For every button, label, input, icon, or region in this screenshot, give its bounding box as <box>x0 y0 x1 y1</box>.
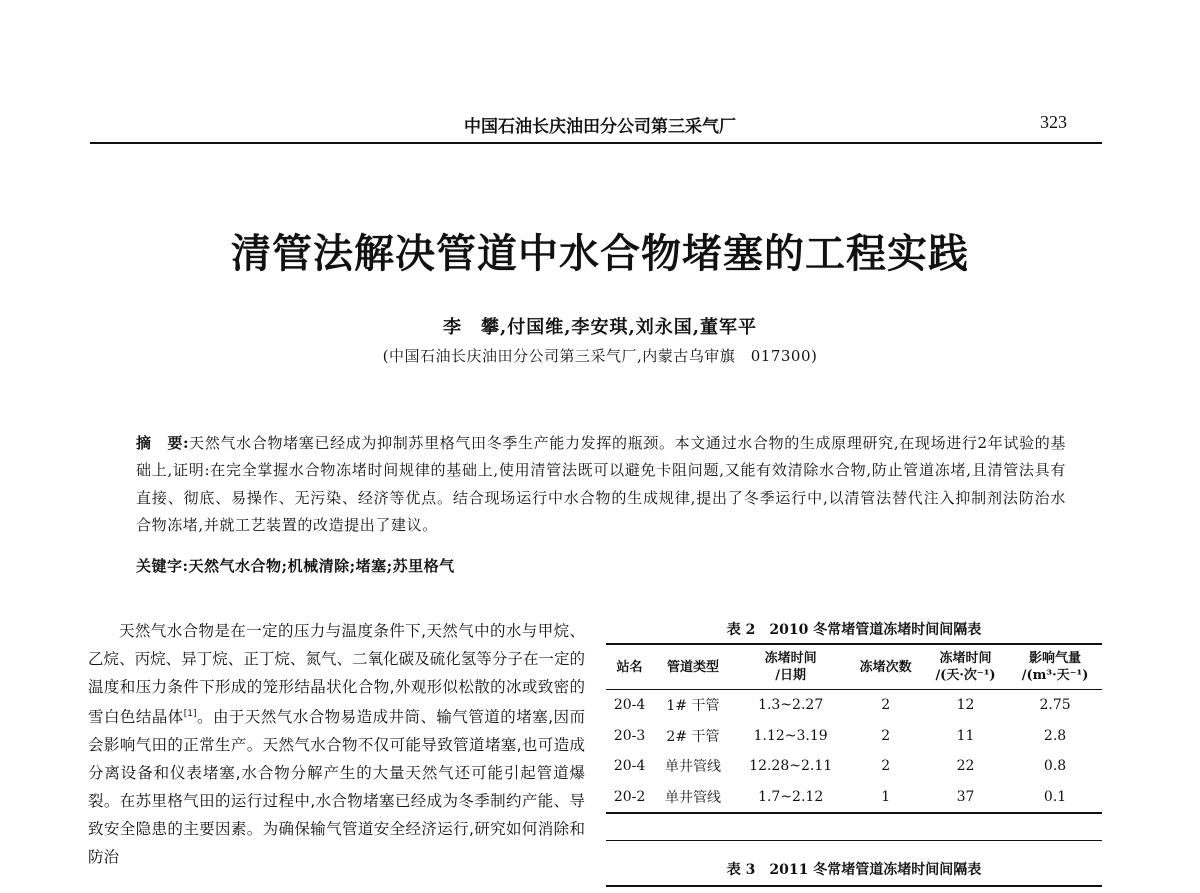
table-cell: 1 <box>848 782 922 814</box>
table2-header-cell: 冻堵时间 /(天·次⁻¹) <box>923 644 1008 690</box>
keywords-label: 关键字: <box>136 557 189 575</box>
table2-header-cell: 冻堵次数 <box>848 644 922 690</box>
table2-header-row <box>606 644 1102 690</box>
article-title: 清管法解决管道中水合物堵塞的工程实践 <box>231 230 969 277</box>
body-text <box>88 618 585 871</box>
table3-caption: 表 3 2011 冬常堵管道冻堵时间间隔表 <box>726 862 982 878</box>
table-cell: 20-2 <box>606 782 653 814</box>
table-row <box>606 690 1102 721</box>
table3-top-rule <box>606 840 1102 841</box>
table-row <box>606 721 1102 752</box>
table-cell: 2.8 <box>1043 727 1067 744</box>
table-cell: 20-4 <box>613 697 646 714</box>
body-text-part2: 。由于天然气水合物易造成井筒、输气管道的堵塞,因而会影响气田的正常生产。天然气水合物不仅可能导致管道堵塞,也可造成分离设备和仪表堵塞,水合物分解产生的大量天然气还可能引起管道爆裂。在苏里格气田的运行过程中,水合物堵塞已经成为冬季制约产能、导致安全隐患的主要因素。为确保输气管道安全经济运行,研究如何消除和防治 <box>88 708 585 866</box>
table-cell: 12.28~2.11 <box>749 758 833 775</box>
abstract <box>136 430 1066 539</box>
abstract-label: 摘 要: <box>136 434 190 452</box>
table2-header-cell: 影响气量 /(m³·天⁻¹) <box>1008 644 1102 690</box>
table2-header-cell: 管道类型 <box>653 644 733 690</box>
table-cell: 11 <box>956 727 975 744</box>
table3-rule <box>606 885 1102 887</box>
table-cell: 12 <box>956 697 975 714</box>
abstract-text: 天然气水合物堵塞已经成为抑制苏里格气田冬季生产能力发挥的瓶颈。本文通过水合物的生成原理研究,在现场进行2年试验的基础上,证明:在完全掌握水合物冻堵时间规律的基础上,使用清管法既可以避免卡阻问题,又能有效清除水合物,防止管道冻堵,且清管法具有直接、彻底、易操作、无污染、经济等优点。结合现场运行中水合物的生成规律,提出了冬季运行中,以清管法替代注入抑制剂法防治水合物冻堵,并就工艺装置的改造提出了建议。 <box>136 434 1066 534</box>
table-cell: 0.8 <box>1043 758 1067 775</box>
table-cell: 22 <box>956 758 975 775</box>
running-header: 中国石油长庆油田分公司第三采气厂 <box>464 117 736 137</box>
table-cell: 2 <box>881 758 891 775</box>
body-paragraph <box>88 618 585 871</box>
keywords <box>136 555 1066 576</box>
table-cell: 20-3 <box>613 727 646 744</box>
table-cell: 37 <box>923 782 1008 814</box>
table-cell: 2# 干管 <box>666 728 720 745</box>
table-cell: 2 <box>881 727 891 744</box>
table-cell: 1.12~3.19 <box>753 727 828 744</box>
table-row <box>606 751 1102 782</box>
table2 <box>606 643 1102 814</box>
body-text-part1: 天然气水合物是在一定的压力与温度条件下,天然气中的水与甲烷、乙烷、丙烷、异丁烷、正丁烷、氮气、二氧化碳及硫化氢等分子在一定的温度和压力条件下形成的笼形结晶状化合物,外观形似松散的冰或致密的雪白色结晶体 <box>88 622 585 727</box>
keywords-text: 天然气水合物;机械清除;堵塞;苏里格气 <box>188 557 455 575</box>
table-cell: 单井管线 <box>664 759 721 776</box>
table2-header-cell: 站名 <box>606 644 653 690</box>
authors: 李 攀,付国维,李安琪,刘永国,董军平 <box>442 317 758 338</box>
citation-ref: [1] <box>183 709 197 720</box>
table-cell: 1# 干管 <box>666 698 720 715</box>
table-cell: 1.3~2.27 <box>758 697 824 714</box>
table-cell: 20-4 <box>613 758 646 775</box>
table2-caption: 表 2 2010 冬常堵管道冻堵时间间隔表 <box>726 622 982 638</box>
table-cell: 2.75 <box>1039 697 1071 714</box>
table-cell: 1.7~2.12 <box>733 782 849 814</box>
table-cell: 单井管线 <box>653 782 733 814</box>
table-cell: 2 <box>881 697 891 714</box>
header-rule <box>90 142 1102 144</box>
affiliation: (中国石油长庆油田分公司第三采气厂,内蒙古乌审旗 017300) <box>382 347 818 365</box>
table-row <box>606 782 1102 814</box>
table2-header-cell: 冻堵时间 /日期 <box>733 644 849 690</box>
page-number: 323 <box>1040 112 1067 132</box>
table-cell: 0.1 <box>1008 782 1102 814</box>
